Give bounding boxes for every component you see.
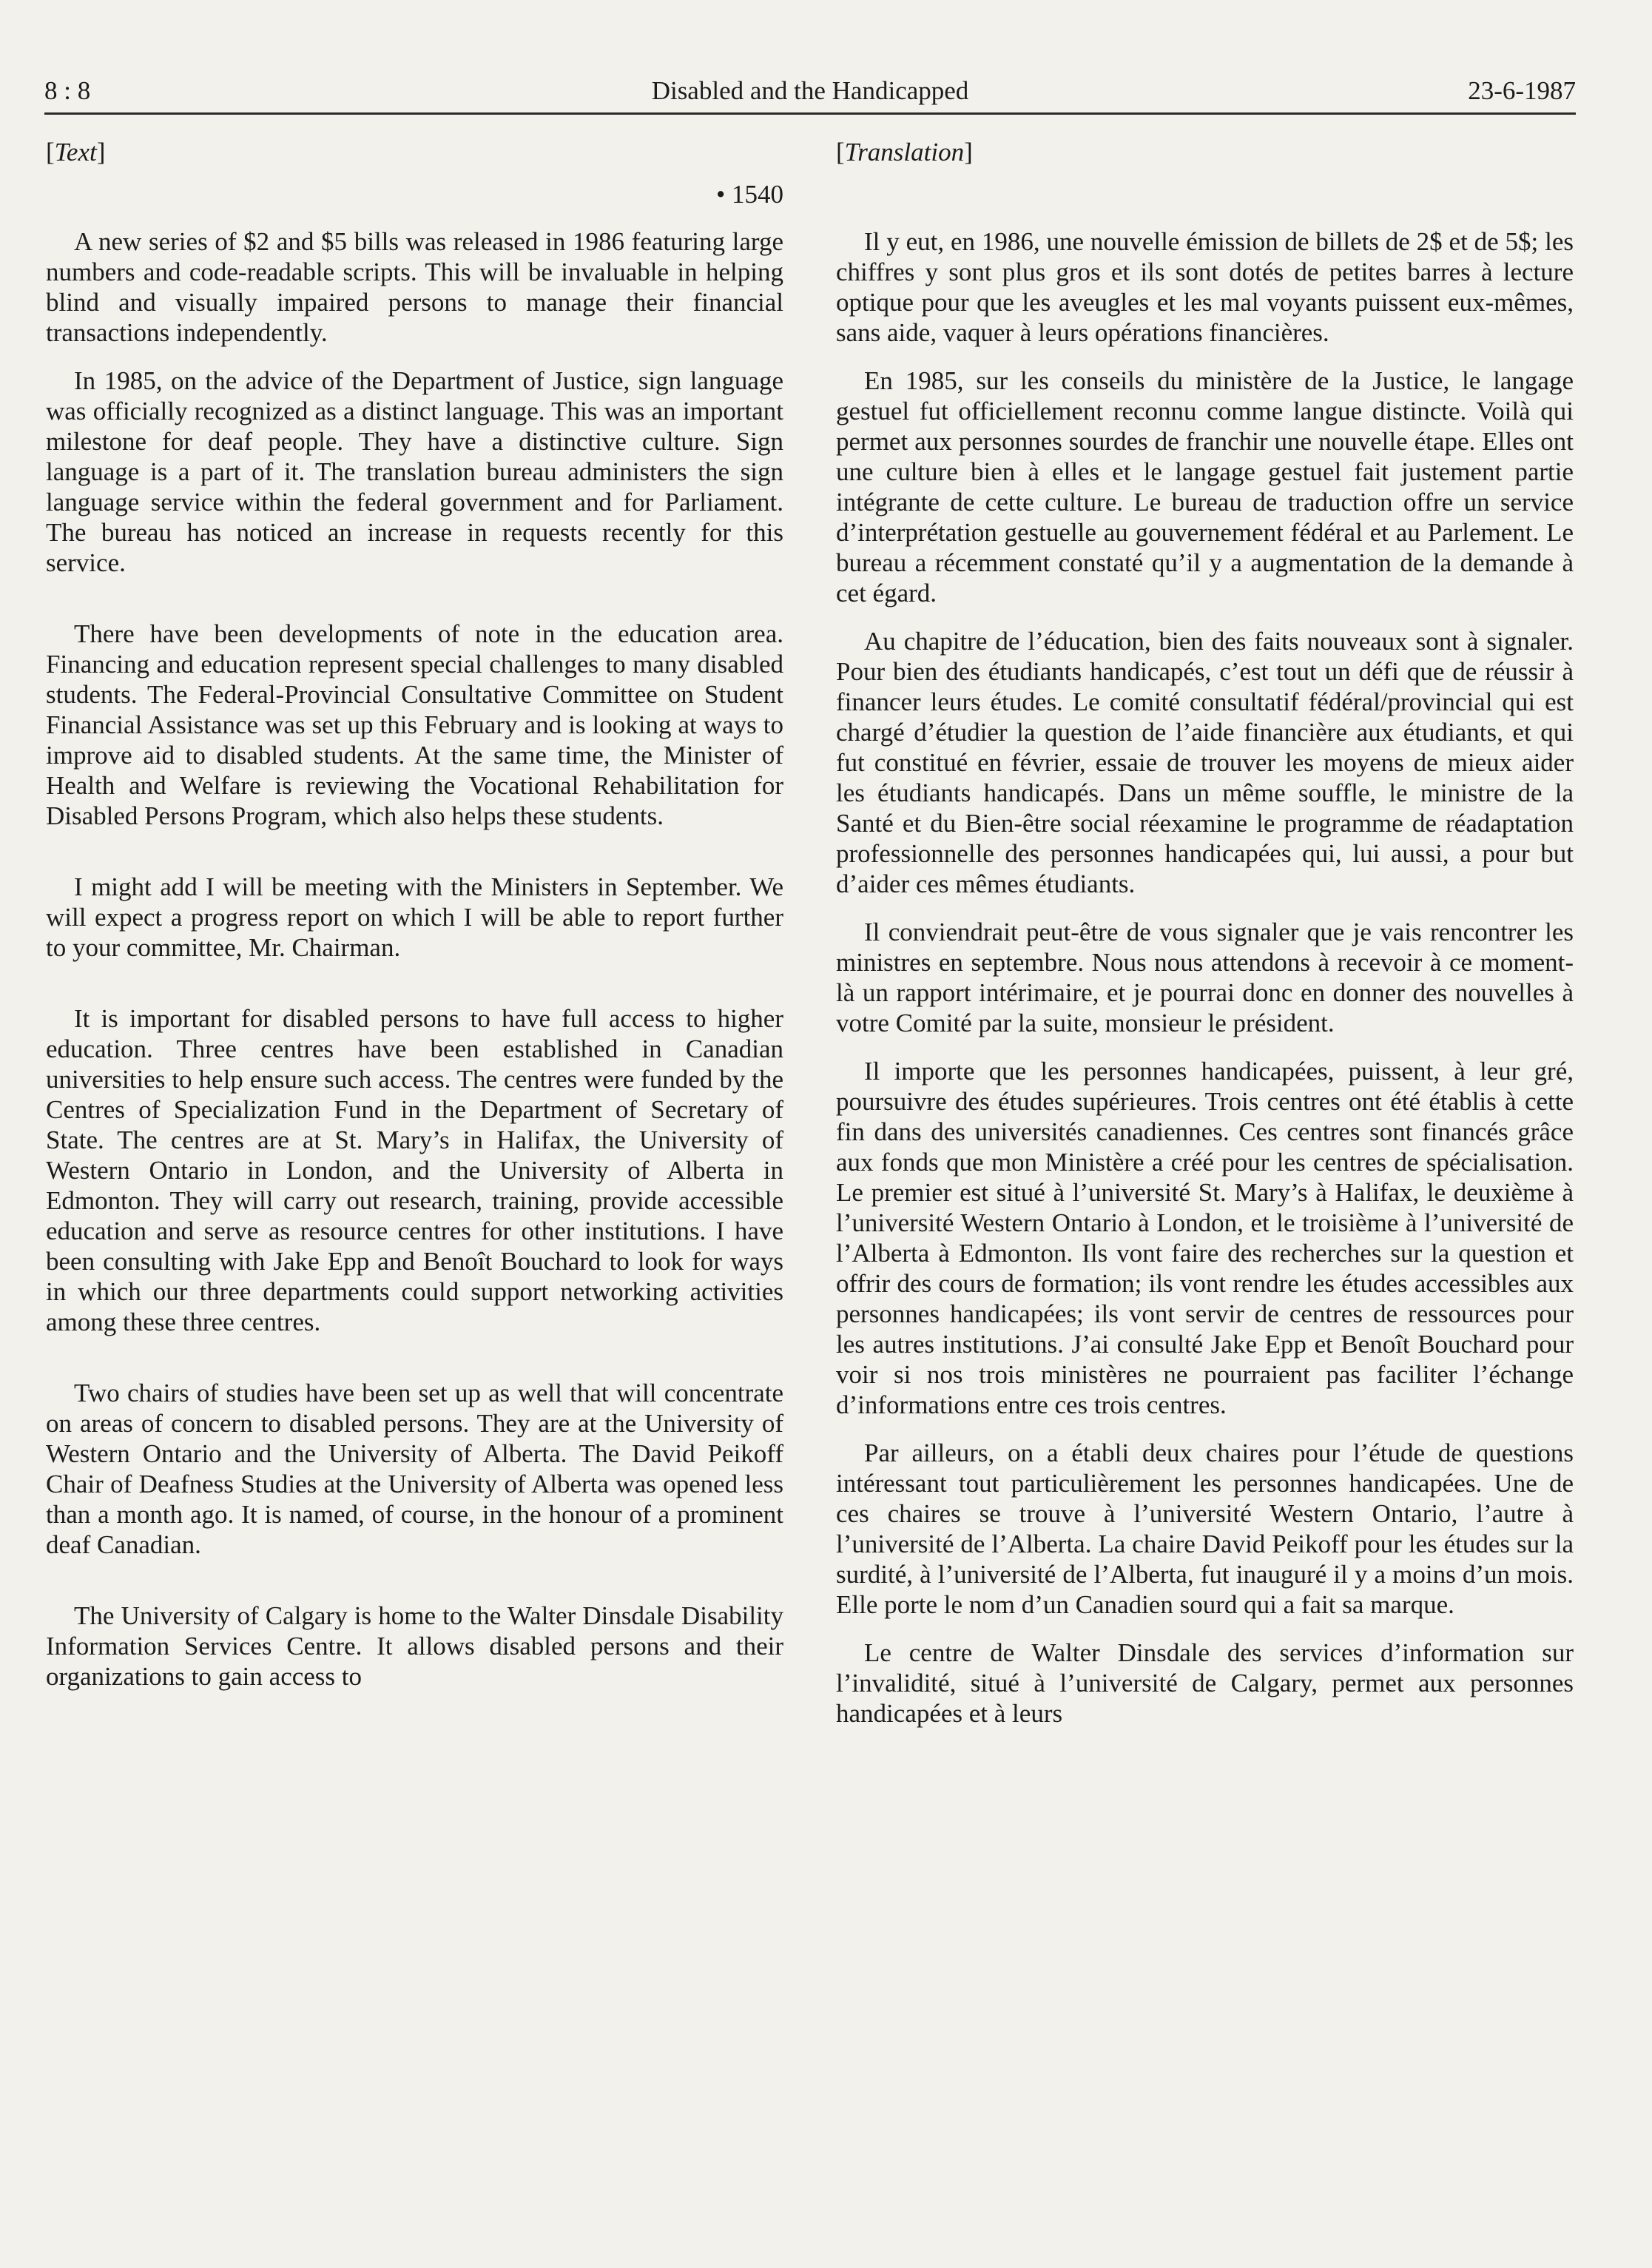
paragraph: It is important for disabled persons to have full access to higher education. Three centres have been established in Canadian universities to help ensure such access. The centres were funded by the Centres of Specialization Fund in the Department of Secretary of State. The centres are at St. Mary’s in Halifax, the University of Western Ontario in London, and the University of Alberta in Edmonton. They will carry out research, training, provide accessible education and serve as resource centres for other institutions. I have been consulting with Jake Epp and Benoît Bouchard to look for ways in which our three departments could support networking activities among these three centres.	[46, 1004, 783, 1336]
document-date: 23-6-1987	[1468, 76, 1576, 105]
translation-label: [Translation]	[836, 138, 973, 166]
paragraph: Two chairs of studies have been set up as well that will concentrate on areas of concern to disabled persons. They are at the University of Western Ontario and the University of Alberta. The David Peikoff Chair of Deafness Studies at the University of Alberta was opened less than a month ago. It is named, of course, in the honour of a prominent deaf Canadian.	[46, 1379, 783, 1559]
paragraph: Il y eut, en 1986, une nouvelle émission de billets de 2$ et de 5$; les chiffres y sont plus gros et ils sont dotés de petites barres à lecture optique pour que les aveugles et les mal voyants puissent eux-mêmes, sans aide, vaquer à leurs opérations financières.	[836, 227, 1574, 347]
paragraph: A new series of $2 and $5 bills was released in 1986 featuring large numbers and code-readable scripts. This will be invaluable in helping blind and visually impaired persons to manage their financial transactions independently.	[46, 227, 783, 347]
text-label-word: Text	[54, 138, 97, 166]
page-number: 8 : 8	[44, 76, 91, 105]
translation-label-word: Translation	[844, 138, 965, 166]
paragraph: The University of Calgary is home to the Walter Dinsdale Disability Information Services Centre. It allows disabled persons and their organizations to gain access to	[46, 1601, 783, 1691]
page-header	[44, 73, 1576, 110]
time-marker: • 1540	[715, 180, 783, 209]
paragraph: Par ailleurs, on a établi deux chaires pour l’étude de questions intéressant tout particulièrement les personnes handicapées. Une de ces chaires se trouve à l’université Western Ontario, l’autre à l’université de l’Alberta. La chaire David Peikoff pour les études sur la surdité, à l’université de l’Alberta, fut inauguré il y a moins d’un mois. Elle porte le nom d’un Canadien sourd qui a fait sa marque.	[836, 1438, 1574, 1619]
paragraph: In 1985, on the advice of the Department of Justice, sign language was officially recognized as a distinct language. This was an important milestone for deaf people. They have a distinctive culture. Sign language is a part of it. The translation bureau administers the sign language service within the federal government and for Parliament. The bureau has noticed an increase in requests recently for this service.	[46, 366, 783, 577]
text-label: [Text]	[46, 138, 106, 166]
french-column	[836, 132, 1574, 1746]
running-title: Disabled and the Handicapped	[651, 76, 969, 105]
paragraph: Il importe que les personnes handicapées, puissent, à leur gré, poursuivre des études supérieures. Trois centres ont été établis à cette fin dans des universités canadiennes. Ces centres sont financés grâce aux fonds que mon Ministère a créé pour les centres de spécialisation. Le premier est situé à l’université St. Mary’s à Halifax, le deuxième à l’université Western Ontario à London, et le troisième à l’université de l’Alberta à Edmonton. Ils vont faire des recherches sur la question et offrir des cours de formation; ils vont rendre les études accessibles aux personnes handicapées; ils vont servir de centres de ressources pour les autres institutions. J’ai consulté Jake Epp et Benoît Bouchard pour voir si nos trois ministères ne pourraient pas faciliter l’échange d’informations entre ces trois centres.	[836, 1057, 1574, 1419]
marker-spacer	[836, 174, 1574, 215]
header-rule	[44, 112, 1576, 115]
english-column	[46, 132, 783, 1709]
paragraph: Au chapitre de l’éducation, bien des faits nouveaux sont à signaler. Pour bien des étudiants handicapés, c’est tout un défi que de réussir à financer leurs études. Le comité consultatif fédéral/provincial qui est chargé d’étudier la question de l’aide financière aux étudiants, et qui fut constitué en février, essaie de trouver les moyens de mieux aider les étudiants handicapés. Dans un même souffle, le ministre de la Santé et du Bien-être social réexamine le programme de réadaptation professionnelle des personnes handicapées qui, lui aussi, a pour but d’aider ces mêmes étudiants.	[836, 627, 1574, 898]
paragraph: Il conviendrait peut-être de vous signaler que je vais rencontrer les ministres en septembre. Nous nous attendons à recevoir à ce moment-là un rapport intérimaire, et je pourrai donc en donner des nouvelles à votre Comité par la suite, monsieur le président.	[836, 918, 1574, 1037]
paragraph: En 1985, sur les conseils du ministère de la Justice, le langage gestuel fut officiellement reconnu comme langue distincte. Voilà qui permet aux personnes sourdes de franchir une nouvelle étape. Elles ont une culture bien à elles et le langage gestuel fait justement partie intégrante de cette culture. Le bureau de traduction offre un service d’interprétation gestuelle au gouvernement fédéral et au Parlement. Le bureau a récemment constaté qu’il y a augmentation de la demande à cet égard.	[836, 366, 1574, 608]
paragraph: Le centre de Walter Dinsdale des services d’information sur l’invalidité, situé à l’université de Calgary, permet aux personnes handicapées et à leurs	[836, 1638, 1574, 1728]
paragraph: There have been developments of note in the education area. Financing and education represent special challenges to many disabled students. The Federal-Provincial Consultative Committee on Student Financial Assistance was set up this February and is looking at ways to improve aid to disabled students. At the same time, the Minister of Health and Welfare is reviewing the Vocational Rehabilitation for Disabled Persons Program, which also helps these students.	[46, 619, 783, 830]
paragraph: I might add I will be meeting with the Ministers in September. We will expect a progress report on which I will be able to report further to your committee, Mr. Chairman.	[46, 872, 783, 962]
